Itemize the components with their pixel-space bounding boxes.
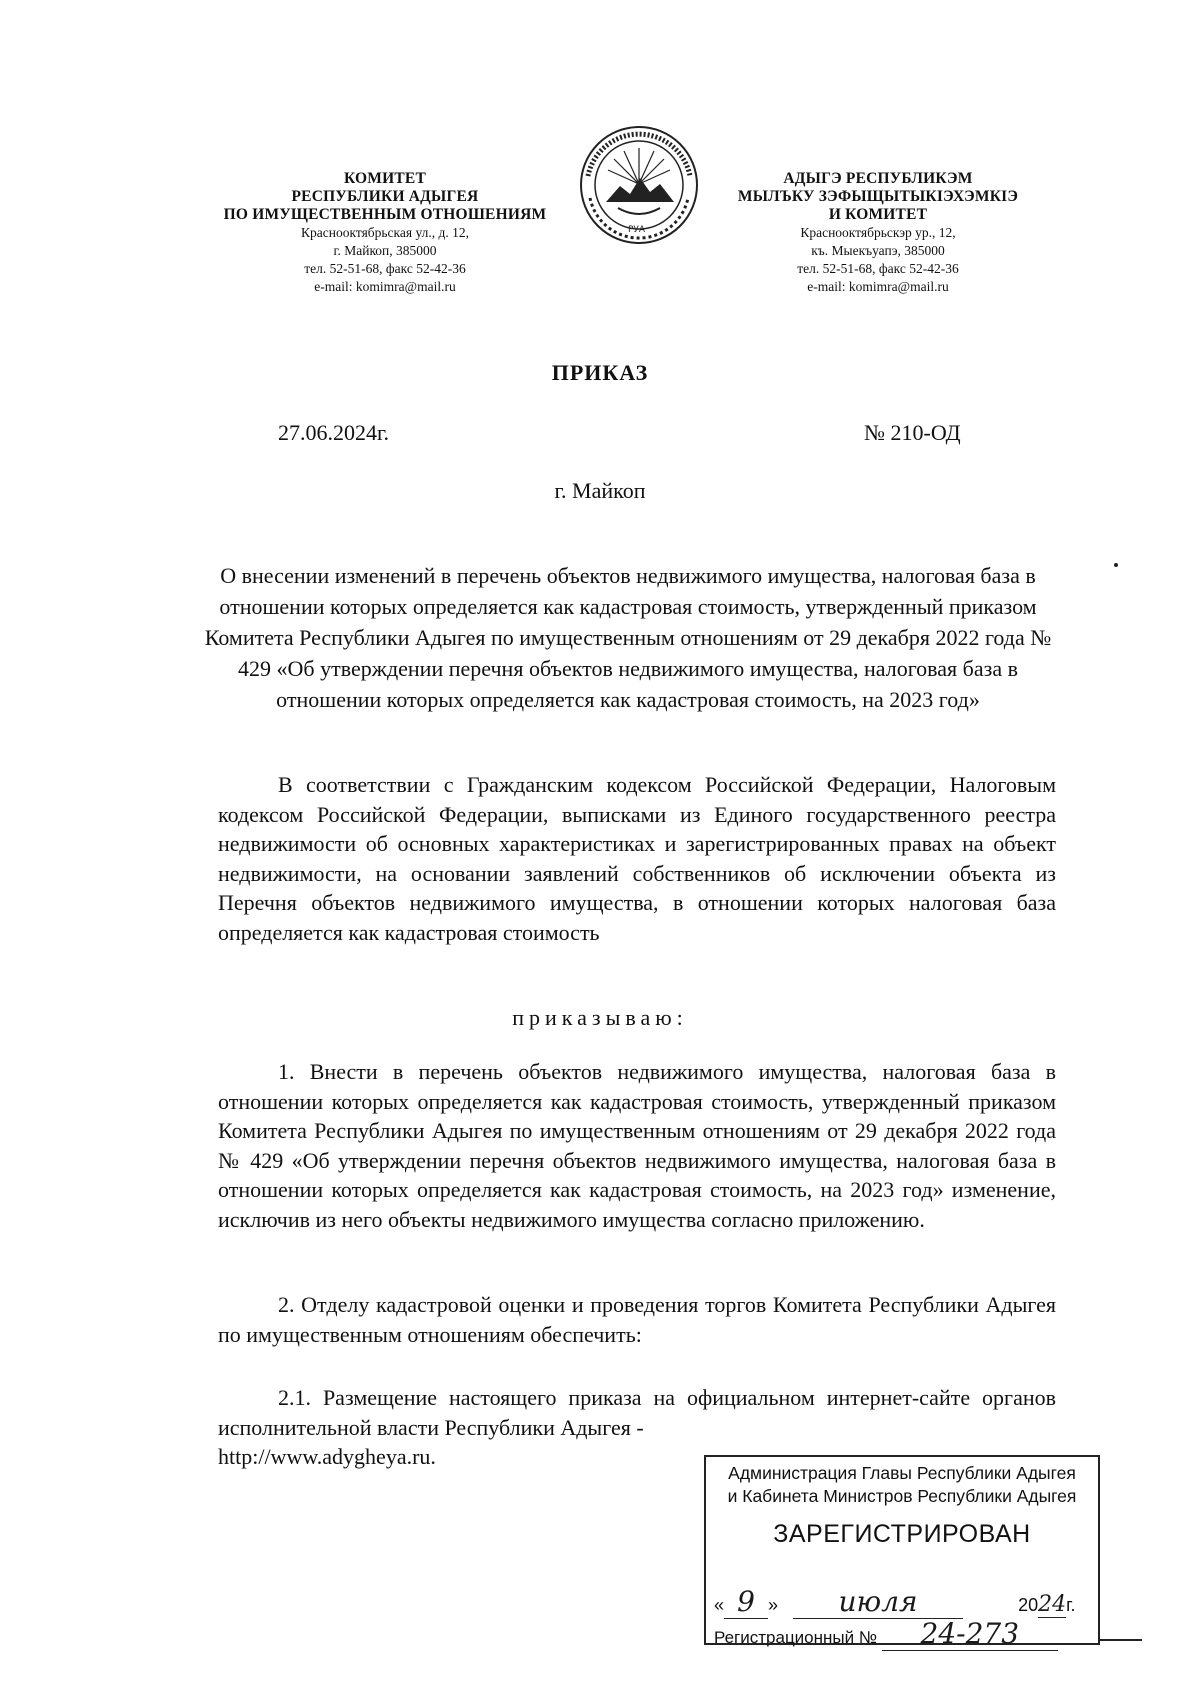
stamp-quote-close: » [768, 1595, 779, 1615]
stamp-month: июля [793, 1585, 963, 1619]
item-1-paragraph: 1. Внести в перечень объектов недвижимого имущества, налоговая база в отношении которых определяется как кадастровая стоимость, утвержденный приказом Комитета Республики Адыгея по имущественным отношениям от 29 декабря 2022 года № 429 «Об утверждении перечня объектов недвижимого имущества, налоговая база в отношении которых определяется как кадастровая стоимость, на 2023 год» изменение, исключив из него объекты недвижимого имущества согласно приложению. [218, 1059, 1056, 1232]
document-city: г. Майкоп [554, 478, 646, 503]
org-name-line1: КОМИТЕТ [343, 170, 426, 187]
stamp-year-prefix: 20 [1018, 1595, 1039, 1615]
stamp-year-suffix: 24 [1038, 1592, 1067, 1617]
org-name-line3: ПО ИМУЩЕСТВЕННЫМ ОТНОШЕНИЯМ [223, 206, 547, 223]
org-name-adyghe-line2: МЫЛЪКУ ЗЭФЫЩЫТЫКIЭХЭМКIЭ [737, 188, 1019, 205]
stamp-date-line [714, 1585, 1090, 1619]
header-left-block [200, 170, 570, 296]
stamp-org-line2: и Кабинета Министров Республики Адыгея [727, 1486, 1077, 1506]
ordering-word: приказываю: [512, 1005, 688, 1030]
org-phone-adyghe: тел. 52-51-68, факс 52-42-36 [797, 261, 959, 276]
header-right-block [718, 170, 1038, 296]
org-phone: тел. 52-51-68, факс 52-42-36 [304, 261, 466, 276]
document-subject: О внесении изменений в перечень объектов недвижимого имущества, налоговая база в отношении которых определяется как кадастровая стоимость, утвержденный приказом Комитета Республики Адыгея по имущественным отношениям от 29 декабря 2022 года № 429 «Об утверждении перечня объектов недвижимого имущества, налоговая база в отношении которых определяется как кадастровая стоимость, на 2023 год» [204, 563, 1052, 712]
item-2-1-text: 2.1. Размещение настоящего приказа на официальном интернет-сайте органов исполнительной власти Республики Адыгея - [218, 1385, 1056, 1440]
org-address-adyghe1: Краснооктябрьскэр ур., 12, [800, 225, 956, 240]
stamp-day: 9 [724, 1585, 768, 1619]
stamp-number-line [714, 1617, 1058, 1651]
org-address2: г. Майкоп, 385000 [333, 243, 437, 258]
org-name-adyghe-line3: И КОМИТЕТ [828, 206, 928, 223]
org-email-adyghe: e-mail: komimra@mail.ru [807, 279, 949, 294]
document-date: 27.06.2024г. [278, 420, 390, 445]
item-2-1-url: http://www.adygheya.ru. [218, 1444, 436, 1469]
org-address1: Краснооктябрьская ул., д. 12, [301, 225, 469, 240]
stamp-reg-number: 24-273 [882, 1617, 1058, 1651]
stamp-reg-label: Регистрационный № [714, 1628, 878, 1647]
item-2-paragraph: 2. Отделу кадастровой оценки и проведения торгов Комитета Республики Адыгея по имущественным отношениям обеспечить: [218, 1292, 1056, 1347]
stamp-registered: ЗАРЕГИСТРИРОВАН [773, 1520, 1031, 1548]
org-name-adyghe-line1: АДЫГЭ РЕСПУБЛИКЭМ [783, 170, 973, 187]
stamp-org-line1: Администрация Главы Республики Адыгея [728, 1463, 1076, 1483]
org-email: e-mail: komimra@mail.ru [314, 279, 456, 294]
registration-stamp [704, 1455, 1100, 1650]
stray-dot [1114, 563, 1118, 567]
stamp-year-g: г. [1066, 1595, 1076, 1615]
svg-text:РУА: РУА [628, 225, 646, 235]
org-address-adyghe2: къ. Мыекъуапэ, 385000 [811, 243, 945, 258]
document-number: № 210-ОД [864, 420, 961, 445]
coat-of-arms-icon [578, 124, 700, 246]
document-title: ПРИКАЗ [551, 360, 649, 385]
stamp-underline-tail [1098, 1639, 1142, 1641]
org-name-line2: РЕСПУБЛИКИ АДЫГЕЯ [291, 188, 479, 205]
preamble-paragraph: В соответствии с Гражданским кодексом Российской Федерации, Налоговым кодексом Российской Федерации, выписками из Единого государственного реестра недвижимости об основных характеристиках и зарегистрированных правах на объект недвижимости, на основании заявлений собственников об исключении объекта из Перечня объектов недвижимого имущества, в отношении которых налоговая база определяется как кадастровая стоимость [218, 772, 1056, 945]
stamp-quote-open: « [714, 1595, 725, 1615]
